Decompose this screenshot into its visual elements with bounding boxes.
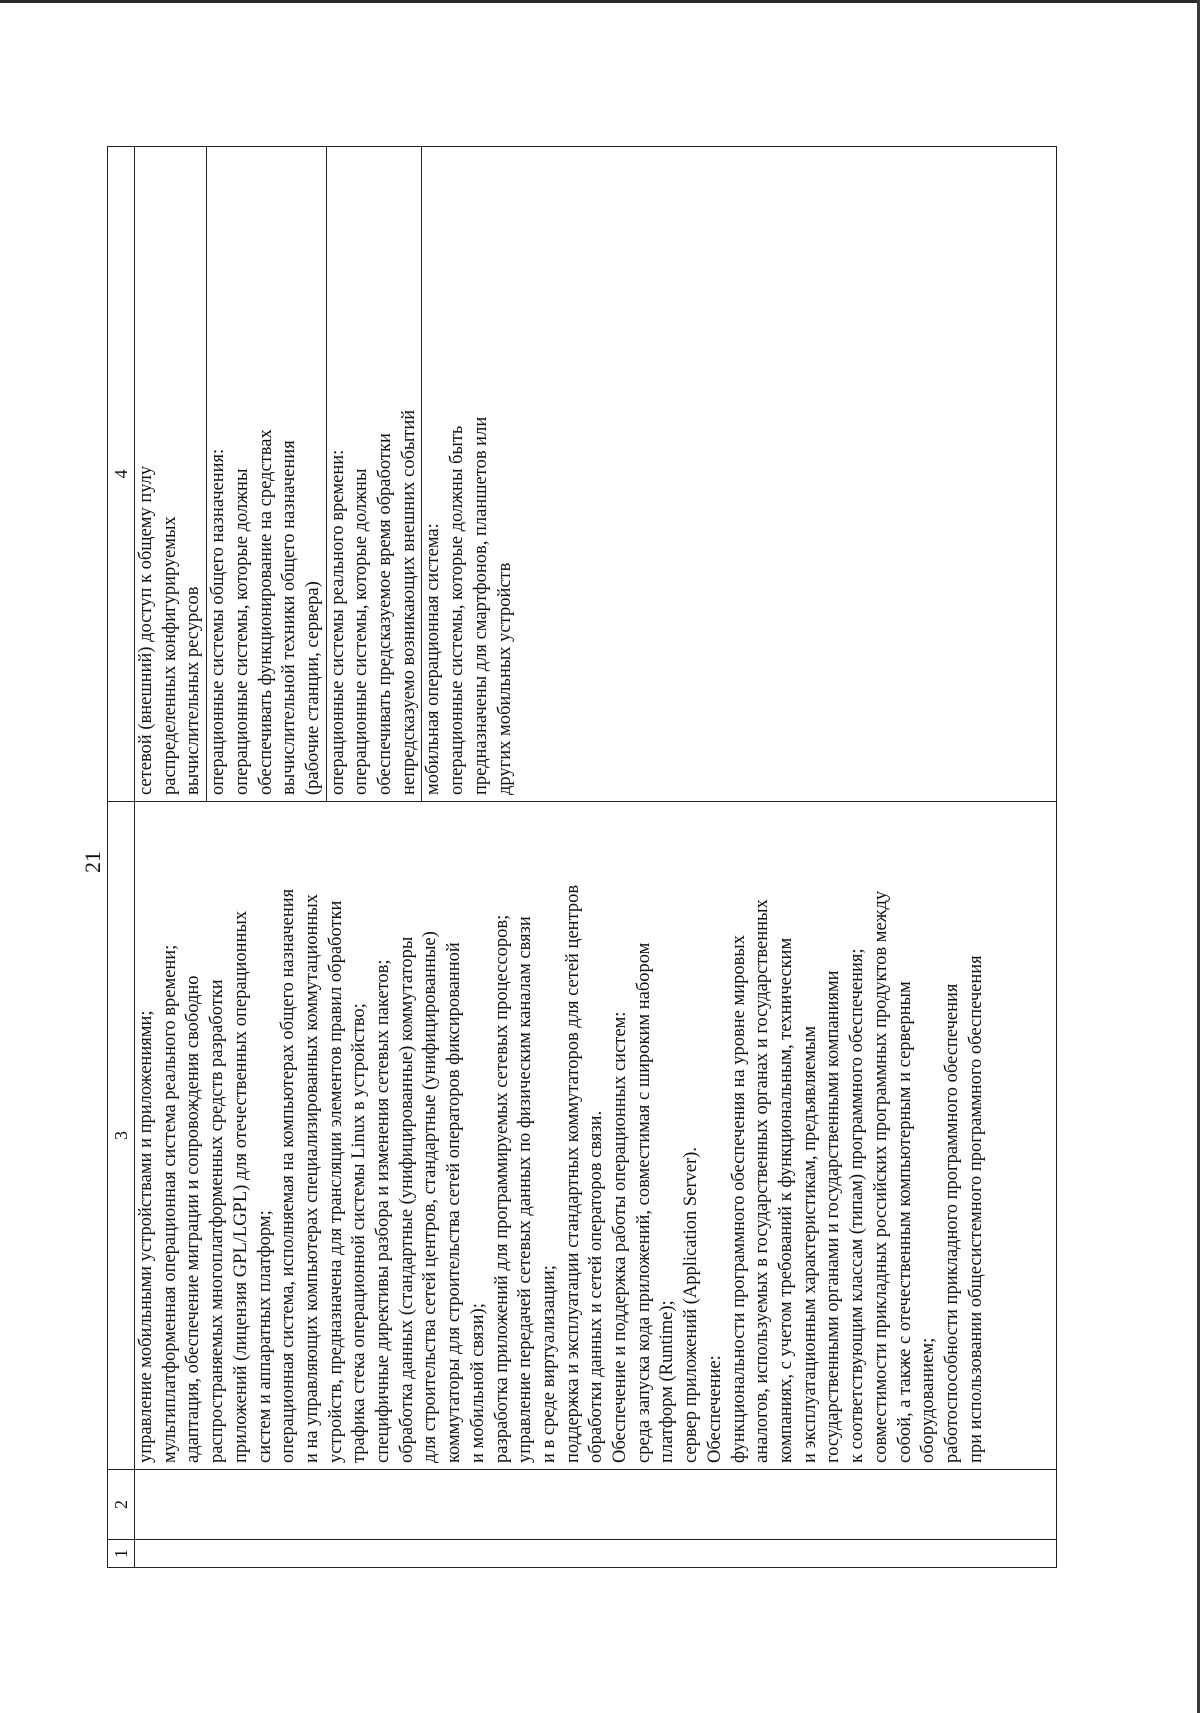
text-line: приложений (лицензия GPL/LGPL) для отечественных операционных	[230, 910, 251, 1463]
text-line: распространяемых многоплатформенных средств разработки	[207, 979, 228, 1463]
text-line: вычислительных ресурсов	[183, 586, 204, 795]
text-line: государственными органами и государственными компаниями	[823, 970, 844, 1463]
header-col-4: 4	[108, 147, 135, 802]
text-line: и в среде виртуализации;	[538, 1265, 559, 1463]
text-line: управление мобильными устройствами и приложениями;	[136, 1010, 156, 1463]
text-line: поддержка и эксплуатации стандартных коммутаторов для сетей центров	[562, 884, 583, 1463]
cell-col-2	[135, 1470, 1057, 1540]
text-line: операционные системы, которые должны	[351, 468, 372, 795]
text-line: сетевой (внешний) доступ к общему пулу	[136, 465, 156, 795]
text-line: обработка данных (стандартные (унифицированные) коммутаторы	[396, 936, 417, 1463]
cell-col-1	[135, 1540, 1057, 1568]
text-line: и эксплуатационным характеристикам, предъявляемым	[799, 1025, 820, 1463]
text-line: распределенных конфигурируемых	[159, 516, 180, 795]
text-line: обеспечивать функционирование на средствах	[255, 429, 276, 795]
text-line: специфичные директивы разбора и изменения сетевых пакетов;	[373, 959, 394, 1463]
text-line: операционные системы, которые должны быть	[447, 425, 468, 795]
text-line: оборудованием;	[918, 1337, 939, 1463]
text-line: функциональности программного обеспечения на уровне мировых	[728, 935, 749, 1463]
page-number: 21	[80, 851, 105, 873]
text-line: Обеспечение:	[704, 1355, 725, 1463]
text-line: собой, а также с отечественным компьютерным и серверным	[894, 981, 915, 1463]
text-line: мультиплатформенная операционная система реального времени;	[159, 944, 180, 1463]
text-line: систем и аппаратных платформ;	[254, 1210, 275, 1463]
text-line: адаптация, обеспечение миграции и сопровождения свободно	[183, 975, 204, 1463]
text-line: коммутаторы для строительства сетей операторов фиксированной	[444, 942, 465, 1463]
text-line: вычислительной техники общего назначения	[279, 440, 300, 795]
header-col-3: 3	[108, 802, 135, 1470]
header-col-2: 2	[108, 1470, 135, 1540]
requirements-table	[107, 146, 1057, 1568]
body-row	[135, 147, 1057, 1568]
text-line: среда запуска кода приложений, совместимая с широким набором	[633, 942, 654, 1463]
text-line: совместимости прикладных российских программных продуктов между	[870, 890, 891, 1463]
text-line: операционные системы реального времени:	[326, 147, 351, 801]
text-line: устройств, предназначена для трансляции элементов правил обработки	[325, 900, 346, 1463]
text-line: сервер приложений (Application Server).	[681, 1147, 702, 1463]
text-line: при использовании общесистемного программного обеспечения	[965, 955, 986, 1463]
text-line: операционная система, исполняемая на компьютерах общего назначения	[278, 888, 299, 1463]
text-line: платформ (Runtime);	[657, 1300, 678, 1463]
col4-text	[135, 147, 517, 801]
text-line: операционные системы общего назначения:	[206, 147, 231, 801]
header-row	[108, 147, 135, 1568]
text-line: к соответствующим классам (типам) программного обеспечения;	[847, 948, 868, 1463]
text-line: для строительства сетей центров, стандартные (унифицированные)	[420, 931, 441, 1463]
text-line: операционные системы, которые должны	[231, 468, 252, 795]
header-col-1: 1	[108, 1540, 135, 1568]
text-line: непредсказуемо возникающих внешних событий	[398, 409, 419, 795]
text-line: и мобильной связи);	[467, 1303, 488, 1463]
text-line: аналогов, используемых в государственных органах и государственных	[752, 899, 773, 1463]
text-line: обеспечивать предсказуемое время обработки	[375, 433, 396, 795]
text-line: обработки данных и сетей операторов связи.	[586, 1110, 607, 1463]
text-line: компаниях, с учетом требований к функциональным, техническим	[775, 937, 796, 1463]
text-line: разработка приложений для программируемых сетевых процессоров;	[491, 914, 512, 1463]
cell-col-3	[135, 802, 1057, 1470]
col3-text	[135, 802, 988, 1469]
text-line: работоспособности прикладного программного обеспечения	[941, 983, 962, 1463]
text-line: других мобильных устройств	[494, 562, 515, 795]
text-line: предназначены для смартфонов, планшетов или	[470, 416, 491, 795]
text-line: трафика стека операционной системы Linux в устройство;	[349, 1003, 370, 1463]
text-line: мобильная операционная система:	[421, 147, 446, 801]
text-line: Обеспечение и поддержка работы операционных систем:	[610, 1011, 631, 1463]
text-line: и на управляющих компьютерах специализированных коммутационных	[301, 894, 322, 1463]
cell-col-4	[135, 147, 1057, 802]
text-line: (рабочие станции, сервера)	[302, 581, 323, 795]
text-line: управление передачей сетевых данных по физическим каналам связи	[515, 916, 536, 1463]
